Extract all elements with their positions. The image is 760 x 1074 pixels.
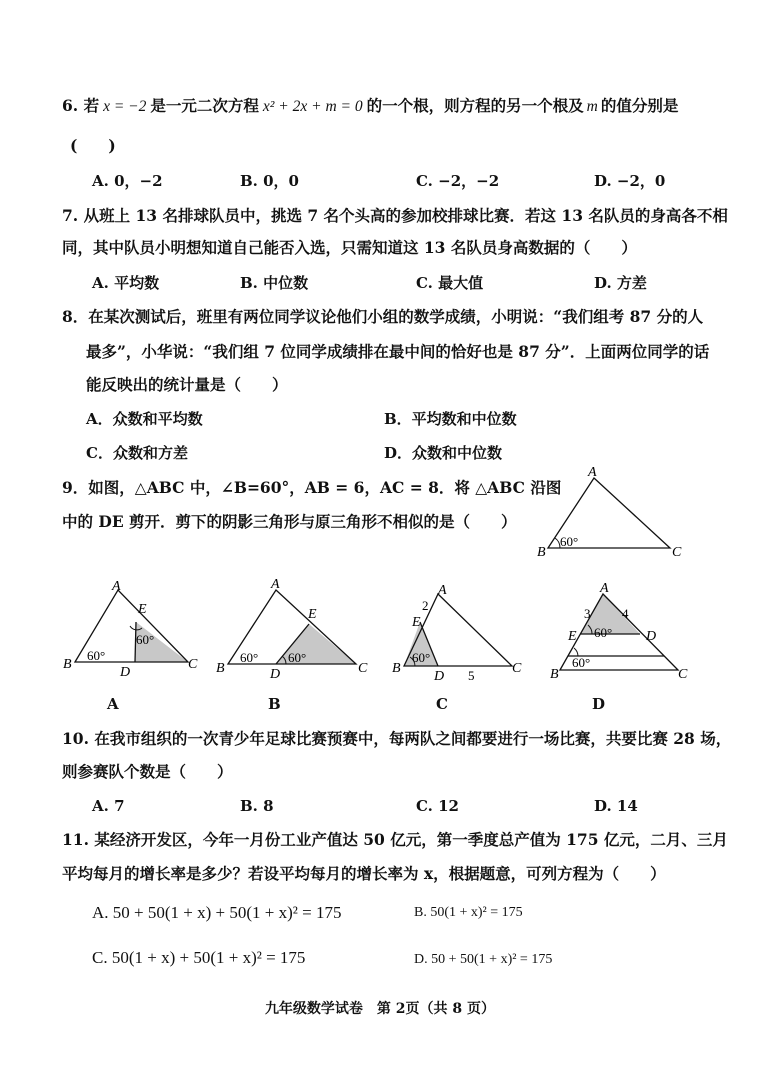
fig-b-label-e: E [308,607,317,622]
fig-c-label-e: E [412,615,421,630]
q8-option-c: C．众数和方差 [86,444,188,462]
fig-a-angle-b: 60° [87,648,106,663]
fig-b-caption: B [268,695,281,713]
fig-d-label-e: E [568,629,577,644]
q10-line1: 10. 在我市组织的一次青少年足球比赛预赛中，每两队之间都要进行一场比赛，共要比赛 28 场， [62,729,732,748]
fig-a-label-d: D [120,665,131,678]
q6-equation: x² + 2x + m = 0 [262,98,363,115]
q10-line2: 则参赛队个数是（ ） [62,762,233,781]
fig-d-number-3: 3 [584,606,591,621]
q8-option-d: D．众数和中位数 [384,444,503,462]
q10-option-b: B. 8 [240,797,274,815]
fig-d-label-d: D [646,629,657,644]
q8-line2: 最多”，小华说：“我们组 7 位同学成绩排在最中间的恰好也是 87 分”．上面两位同学的话 [86,342,710,361]
ref-angle: 60° [560,534,579,549]
fig-b-label-b: B [216,661,225,676]
q10-option-c: C. 12 [416,797,459,815]
fig-b-label-d: D [270,667,281,678]
fig-c-label-b: B [392,661,401,676]
q7-line2: 同，其中队员小明想知道自己能否入选，只需知道这 13 名队员身高数据的（ ） [62,238,637,257]
q8-option-b: B．平均数和中位数 [384,410,517,428]
q9-line1: 9．如图，△ABC 中，∠B=60°，AB = 6，AC = 8．将 △ABC 沿图 [62,478,562,497]
q11-option-d: D. 50 + 50(1 + x)² = 175 [414,952,553,967]
q7-line1: 7. 从班上 13 名排球队员中，挑选 7 名个头高的参加校排球比赛．若这 13 名队员的身高各不相 [62,206,728,225]
q7-option-d: D. 方差 [594,274,647,292]
q6-option-c: C. −2，−2 [416,172,500,190]
q7-option-c: C. 最大值 [416,274,484,292]
fig-b-label-c: C [358,661,368,676]
fig-c-angle-b: 60° [412,650,431,665]
fig-a-label-c: C [188,657,198,672]
q6-paren: ( ) [70,136,116,155]
fig-c-number-2: 2 [422,598,429,613]
fig-d-label-a: A [600,581,609,596]
q11-line1: 11. 某经济开发区，今年一月份工业产值达 50 亿元，第一季度总产值为 175 亿元，二月、三月 [62,830,728,849]
fig-b-label-a: A [271,578,280,592]
fig-a-angle-e: 60° [136,632,155,647]
q11-option-a: A. 50 + 50(1 + x) + 50(1 + x)² = 175 [92,903,342,922]
fig-a-label-e: E [138,602,147,617]
q9-figure-c [384,582,524,682]
fig-c-number-5: 5 [468,668,475,682]
q6-stem-d: 的一个根，则方程的另一个根及 [366,96,584,115]
fig-c-caption: C [436,695,448,713]
q6-stem-a: 6. 若 [62,96,100,115]
ref-label-a: A [588,465,597,480]
page-footer: 九年级数学试卷 第 2页（共 8 页） [264,1001,496,1017]
q11-option-b: B. 50(1 + x)² = 175 [414,905,523,920]
q9-figure-b [214,578,374,678]
fig-a-label-a: A [112,579,121,594]
fig-d-caption: D [592,695,606,713]
q6-m: m [586,98,598,115]
fig-d-label-b: B [550,667,559,680]
fig-c-label-a: A [438,583,447,598]
q6-root: x = −2 [103,98,147,115]
q10-option-a: A. 7 [92,797,125,815]
q7-option-a: A. 平均数 [92,274,160,292]
q6-option-b: B. 0，0 [240,172,299,190]
q6-stem-c: 是一元二次方程 [150,96,259,115]
q9-line2: 中的 DE 剪开．剪下的阴影三角形与原三角形不相似的是（ ） [62,512,517,531]
q10-option-d: D. 14 [594,797,638,815]
q9-figure-d [548,580,698,680]
fig-d-label-c: C [678,667,688,680]
q9-reference-triangle [530,462,710,562]
ref-label-c: C [672,545,682,560]
fig-c-label-d: D [434,669,445,682]
q6-option-d: D. −2，0 [594,172,666,190]
q6-stem [62,96,678,117]
fig-d-angle-e: 60° [594,625,613,640]
fig-a-label-b: B [63,657,72,672]
q7-option-b: B. 中位数 [240,274,309,292]
fig-b-angle-b: 60° [240,650,259,665]
q8-line1: 8．在某次测试后，班里有两位同学议论他们小组的数学成绩，小明说：“我们组考 87 分的人 [62,307,704,326]
fig-d-angle-lower: 60° [572,655,591,670]
fig-d-number-4: 4 [622,606,629,621]
fig-a-caption: A [107,695,119,713]
q6-option-a: A. 0，−2 [92,172,163,190]
q11-line2: 平均每月的增长率是多少？若设平均每月的增长率为 x，根据题意，可列方程为（ ） [62,864,666,883]
q8-line3: 能反映出的统计量是（ ） [86,375,288,394]
q6-stem-e: 的值分别是 [600,96,679,115]
q11-option-c: C. 50(1 + x) + 50(1 + x)² = 175 [92,948,306,967]
q9-figure-a [60,578,210,678]
fig-c-label-c: C [512,661,522,676]
q8-option-a: A．众数和平均数 [86,410,203,428]
fig-b-angle-d: 60° [288,650,307,665]
ref-label-b: B [537,545,546,560]
